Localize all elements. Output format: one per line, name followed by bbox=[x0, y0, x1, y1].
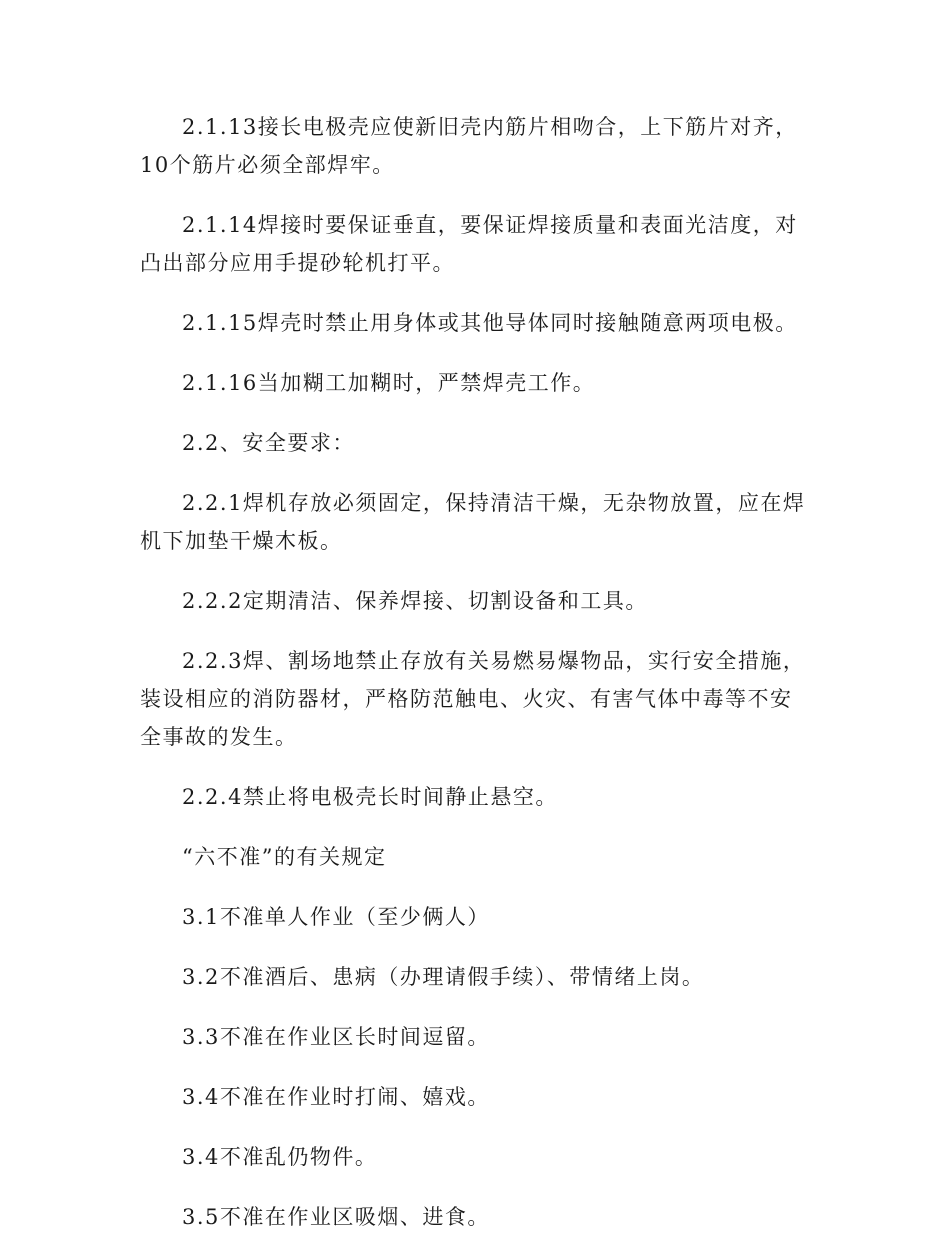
paragraph-3-4b: 3.4不准乱仍物件。 bbox=[182, 1145, 378, 1169]
paragraph-2-1-15: 2.1.15焊壳时禁止用身体或其他导体同时接触随意两项电极。 bbox=[182, 311, 798, 335]
paragraph-3-2: 3.2不准酒后、患病（办理请假手续）、带情绪上岗。 bbox=[182, 965, 705, 989]
paragraph-2-2-3: 2.2.3焊、割场地禁止存放有关易燃易爆物品，实行安全措施，装设相应的消防器材，严格防范触电、火灾、有害气体中毒等不安全事故的发生。 bbox=[140, 649, 806, 749]
section-heading-six-prohibitions: “六不准”的有关规定 bbox=[182, 845, 387, 869]
section-heading-safety-requirements: 2.2、安全要求： bbox=[182, 431, 355, 455]
paragraph-3-1: 3.1不准单人作业（至少俩人） bbox=[182, 905, 490, 929]
document-body bbox=[140, 108, 810, 1258]
paragraph-2-2-1: 2.2.1焊机存放必须固定，保持清洁干燥，无杂物放置，应在焊机下加垫干燥木板。 bbox=[140, 491, 806, 553]
paragraph-2-1-13: 2.1.13接长电极壳应使新旧壳内筋片相吻合，上下筋片对齐，10个筋片必须全部焊牢。 bbox=[140, 115, 798, 177]
paragraph-3-5: 3.5不准在作业区吸烟、进食。 bbox=[182, 1205, 490, 1229]
paragraph-3-4a: 3.4不准在作业时打闹、嬉戏。 bbox=[182, 1085, 490, 1109]
paragraph-2-2-2: 2.2.2定期清洁、保养焊接、切割设备和工具。 bbox=[182, 589, 648, 613]
paragraph-2-2-4: 2.2.4禁止将电极壳长时间静止悬空。 bbox=[182, 785, 558, 809]
paragraph-3-3: 3.3不准在作业区长时间逗留。 bbox=[182, 1025, 490, 1049]
paragraph-2-1-14: 2.1.14焊接时要保证垂直，要保证焊接质量和表面光洁度，对凸出部分应用手提砂轮机打平。 bbox=[140, 213, 798, 275]
paragraph-2-1-16: 2.1.16当加糊工加糊时，严禁焊壳工作。 bbox=[182, 371, 596, 395]
